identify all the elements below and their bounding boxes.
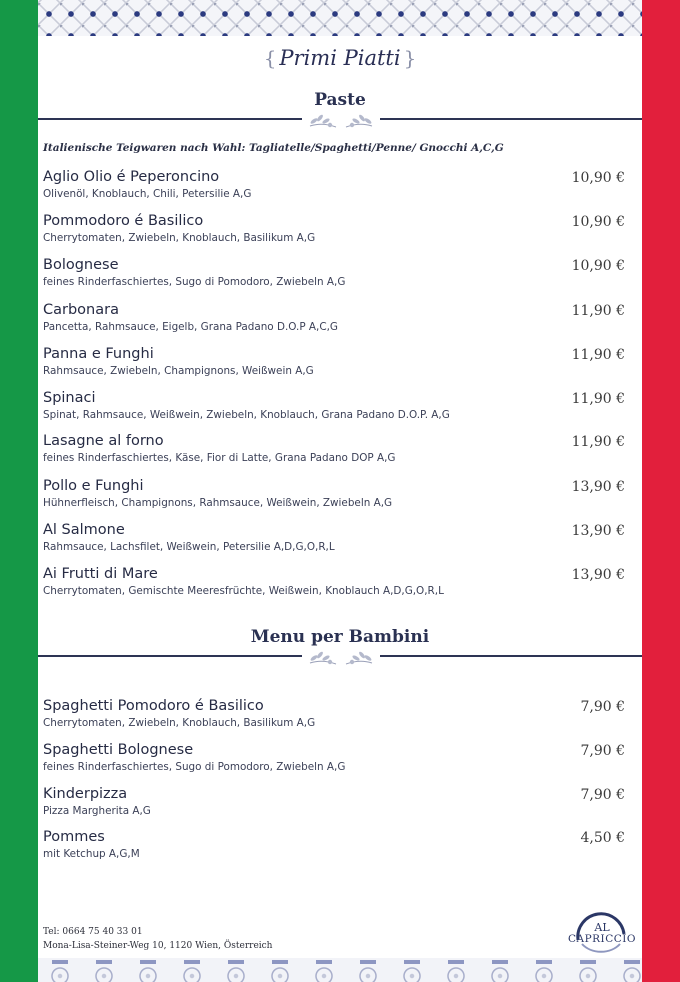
olive-branch-icon <box>304 647 378 667</box>
section-title: Menu per Bambini <box>250 627 430 647</box>
flourish-left-icon: { <box>263 46 277 70</box>
item-description: Pancetta, Rahmsauce, Eigelb, Grana Padano D.O.P A,C,G <box>43 321 338 333</box>
item-price: 10,90 € <box>571 170 625 186</box>
italian-flag-red-stripe <box>642 0 680 982</box>
flourish-right-icon: } <box>403 46 417 70</box>
divider-left <box>38 118 302 120</box>
item-name: Al Salmone <box>43 522 125 538</box>
item-description: mit Ketchup A,G,M <box>43 848 140 860</box>
item-price: 11,90 € <box>571 434 625 450</box>
italian-flag-green-stripe <box>0 0 38 982</box>
decorative-tile-pattern-top <box>38 0 642 36</box>
menu-item <box>43 390 633 430</box>
section-header-paste <box>38 90 642 134</box>
item-name: Panna e Funghi <box>43 346 154 362</box>
menu-item <box>43 478 633 518</box>
item-name: Ai Frutti di Mare <box>43 566 158 582</box>
decorative-tile-pattern-bottom <box>38 958 642 982</box>
item-description: Rahmsauce, Lachsfilet, Weißwein, Petersilie A,D,G,O,R,L <box>43 541 335 553</box>
item-price: 10,90 € <box>571 258 625 274</box>
item-price: 10,90 € <box>571 214 625 230</box>
menu-item <box>43 566 633 606</box>
item-name: Pommes <box>43 829 105 845</box>
item-name: Lasagne al forno <box>43 433 164 449</box>
menu-item <box>43 433 633 473</box>
item-description: Cherrytomaten, Zwiebeln, Knoblauch, Basilikum A,G <box>43 717 316 729</box>
menu-item <box>43 786 633 826</box>
menu-item <box>43 346 633 386</box>
item-name: Spaghetti Pomodoro é Basilico <box>43 698 264 714</box>
item-name: Kinderpizza <box>43 786 128 802</box>
item-price: 7,90 € <box>580 743 625 759</box>
restaurant-logo <box>558 900 642 956</box>
item-description: Hühnerfleisch, Champignons, Rahmsauce, Weißwein, Zwiebeln A,G <box>43 497 393 509</box>
item-price: 4,50 € <box>580 830 625 846</box>
pasta-choice-note: Italienische Teigwaren nach Wahl: Tagliatelle/Spaghetti/Penne/ Gnocchi A,C,G <box>43 142 504 154</box>
menu-item <box>43 829 633 869</box>
page-title <box>38 46 642 70</box>
item-description: Cherrytomaten, Gemischte Meeresfrüchte, Weißwein, Knoblauch A,D,G,O,R,L <box>43 585 444 597</box>
item-price: 11,90 € <box>571 303 625 319</box>
item-price: 7,90 € <box>580 699 625 715</box>
item-name: Spinaci <box>43 390 96 406</box>
item-price: 7,90 € <box>580 787 625 803</box>
menu-item <box>43 257 633 297</box>
item-name: Bolognese <box>43 257 119 273</box>
section-title: Paste <box>314 90 366 110</box>
menu-item <box>43 522 633 562</box>
menu-item <box>43 169 633 209</box>
item-description: feines Rinderfaschiertes, Sugo di Pomodoro, Zwiebeln A,G <box>43 761 346 773</box>
olive-branch-icon <box>304 110 378 130</box>
item-name: Spaghetti Bolognese <box>43 742 194 758</box>
menu-item <box>43 698 633 738</box>
item-price: 11,90 € <box>571 391 625 407</box>
logo-text-al: AL <box>594 921 610 934</box>
item-description: Olivenöl, Knoblauch, Chili, Petersilie A,G <box>43 188 252 200</box>
item-description: feines Rinderfaschiertes, Sugo di Pomodoro, Zwiebeln A,G <box>43 276 346 288</box>
divider-right <box>380 118 642 120</box>
menu-item <box>43 302 633 342</box>
menu-item <box>43 213 633 253</box>
item-description: Spinat, Rahmsauce, Weißwein, Zwiebeln, Knoblauch, Grana Padano D.O.P. A,G <box>43 409 450 421</box>
phone-number: Tel: 0664 75 40 33 01 <box>43 927 143 937</box>
item-description: Cherrytomaten, Zwiebeln, Knoblauch, Basilikum A,G <box>43 232 316 244</box>
item-description: feines Rinderfaschiertes, Käse, Fior di Latte, Grana Padano DOP A,G <box>43 452 396 464</box>
page-title-text: Primi Piatti <box>279 46 401 70</box>
item-price: 13,90 € <box>571 479 625 495</box>
menu-item <box>43 742 633 782</box>
logo-text-capriccio: CAPRICCIO <box>567 933 637 945</box>
item-name: Pollo e Funghi <box>43 478 144 494</box>
menu-page <box>38 0 642 982</box>
item-name: Carbonara <box>43 302 119 318</box>
item-price: 13,90 € <box>571 523 625 539</box>
item-name: Pommodoro é Basilico <box>43 213 204 229</box>
divider-left <box>38 655 302 657</box>
section-header-bambini <box>38 627 642 671</box>
item-description: Rahmsauce, Zwiebeln, Champignons, Weißwein A,G <box>43 365 314 377</box>
address: Mona-Lisa-Steiner-Weg 10, 1120 Wien, Österreich <box>43 941 273 951</box>
divider-right <box>380 655 642 657</box>
footer-contact <box>43 925 272 953</box>
item-price: 13,90 € <box>571 567 625 583</box>
item-description: Pizza Margherita A,G <box>43 805 151 817</box>
item-name: Aglio Olio é Peperoncino <box>43 169 220 185</box>
item-price: 11,90 € <box>571 347 625 363</box>
